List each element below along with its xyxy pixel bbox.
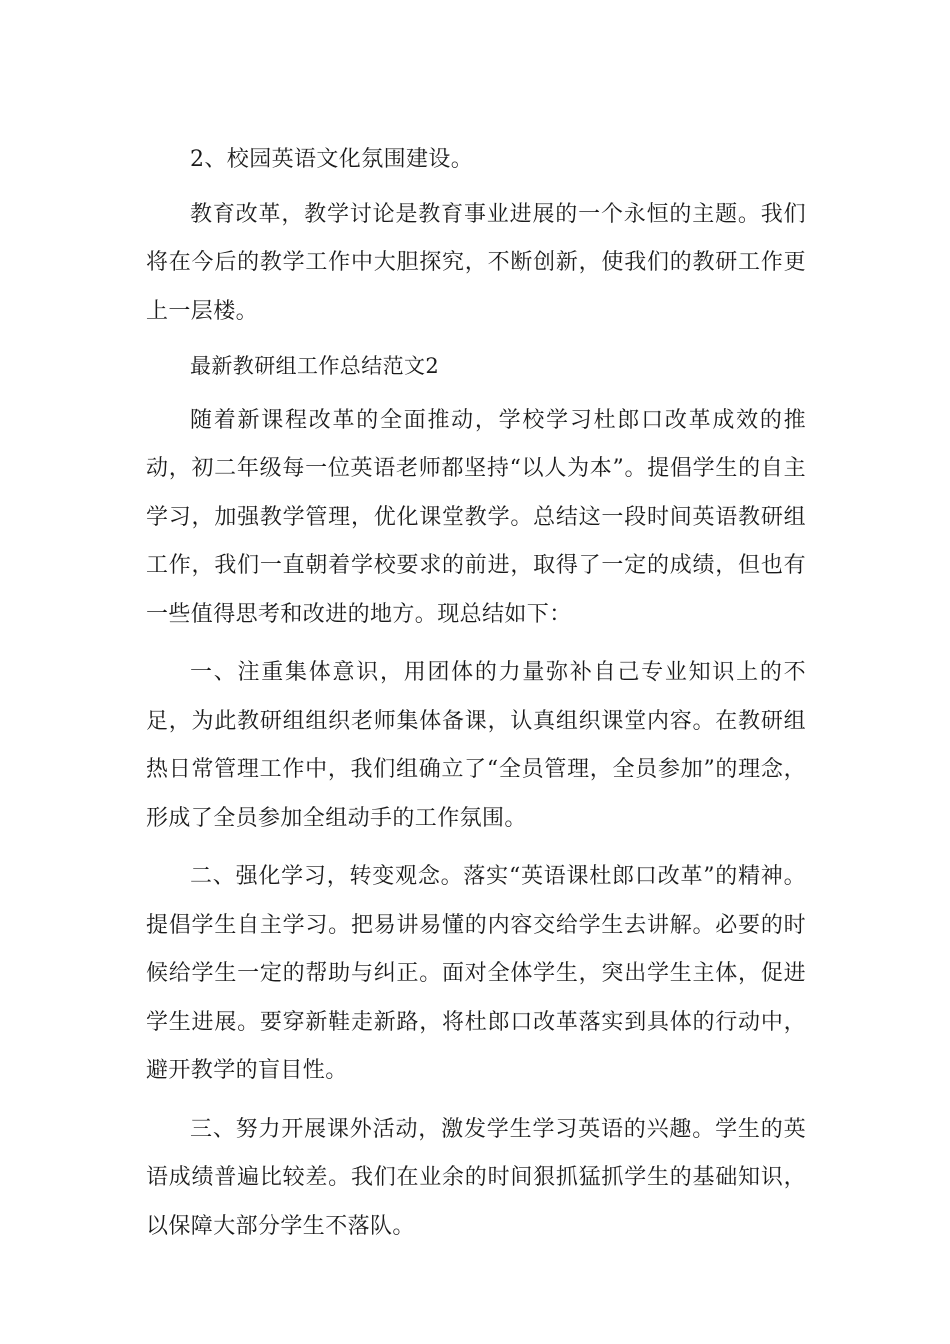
document-body [146, 136, 806, 1251]
list-item-campus-culture: 2、校园英语文化氛围建设。 [190, 147, 474, 172]
section-heading: 最新教研组工作总结范文2 [190, 354, 440, 378]
paragraph-point-two: 二、强化学习，转变观念。落实“英语课杜郎口改革”的精神。提倡学生自主学习。把易讲易懂的内容交给学生去讲解。必要的时候给学生一定的帮助与纠正。面对全体学生，突出学生主体，促进学生进展。要穿新鞋走新路，将杜郎口改革落实到具体的行动中，避开教学的盲目性。 [146, 864, 806, 1083]
paragraph-point-three: 三、努力开展课外活动，激发学生学习英语的兴趣。学生的英语成绩普遍比较差。我们在业余的时间狠抓猛抓学生的基础知识，以保障大部分学生不落队。 [146, 1116, 806, 1239]
paragraph-intro: 随着新课程改革的全面推动，学校学习杜郎口改革成效的推动，初二年级每一位英语老师都坚持“以人为本”。提倡学生的自主学习，加强教学管理，优化课堂教学。总结这一段时间英语教研组工作，我们一直朝着学校要求的前进，取得了一定的成绩，但也有一些值得思考和改进的地方。现总结如下： [146, 407, 806, 627]
paragraph-point-one: 一、注重集体意识，用团体的力量弥补自己专业知识上的不足，为此教研组组织老师集体备课，认真组织课堂内容。在教研组热日常管理工作中，我们组确立了“全员管理，全员参加”的理念，形成了全员参加全组动手的工作氛围。 [146, 660, 806, 831]
paragraph-conclusion: 教育改革，教学讨论是教育事业进展的一个永恒的主题。我们将在今后的教学工作中大胆探究，不断创新，使我们的教研工作更上一层楼。 [146, 201, 806, 324]
